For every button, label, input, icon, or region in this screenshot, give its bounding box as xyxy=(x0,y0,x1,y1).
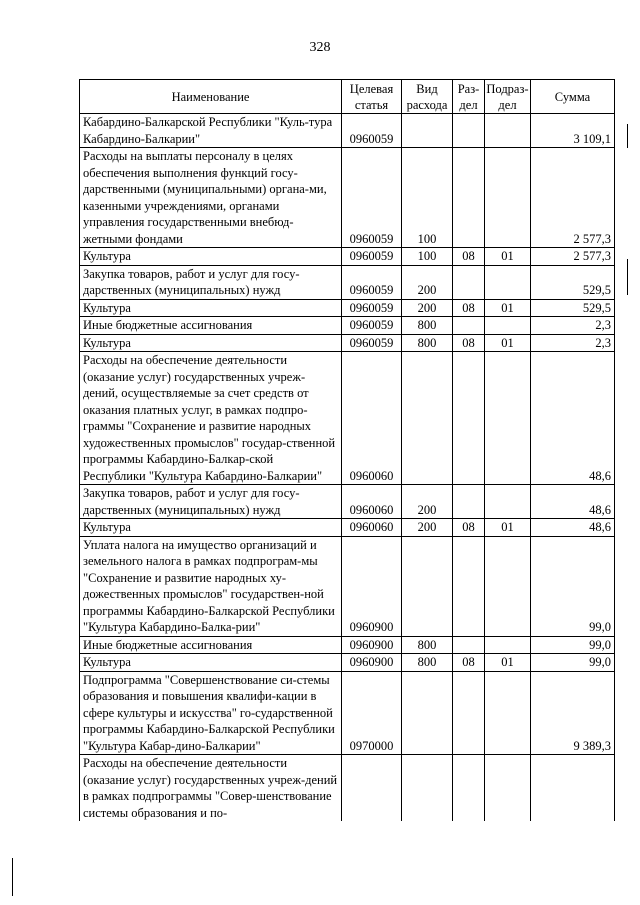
cell-target-article: 0960060 xyxy=(342,519,402,537)
cell-section: 08 xyxy=(453,248,485,266)
cell-subsection xyxy=(485,671,531,755)
scan-edge-line xyxy=(627,259,628,295)
cell-target-article: 0960059 xyxy=(342,148,402,248)
cell-subsection xyxy=(485,265,531,299)
cell-expense-type: 200 xyxy=(402,485,453,519)
table-row xyxy=(80,519,615,537)
cell-target-article: 0960900 xyxy=(342,654,402,672)
cell-name: Кабардино-Балкарской Республики "Куль-тура Кабардино-Балкарии" xyxy=(80,114,342,148)
cell-name: Уплата налога на имущество организаций и земельного налога в рамках подпрограм-мы "Сохранение и развитие народных ху-дожественных промыслов" государствен-ной программы Кабардино-Балкарской Республики "Культура Кабардино-Балка-рии" xyxy=(80,536,342,636)
cell-name: Расходы на обеспечение деятельности (оказание услуг) государственных учреж-дений в рамках подпрограммы "Совер-шенствование системы образования и по- xyxy=(80,755,342,822)
cell-amount: 48,6 xyxy=(531,519,615,537)
table-row xyxy=(80,317,615,335)
cell-name: Иные бюджетные ассигнования xyxy=(80,636,342,654)
budget-table xyxy=(79,79,615,821)
table-row xyxy=(80,248,615,266)
cell-target-article: 0960059 xyxy=(342,334,402,352)
cell-amount: 99,0 xyxy=(531,654,615,672)
cell-amount: 529,5 xyxy=(531,265,615,299)
cell-amount: 3 109,1 xyxy=(531,114,615,148)
cell-section xyxy=(453,265,485,299)
cell-section xyxy=(453,317,485,335)
cell-name: Подпрограмма "Совершенствование си-стемы образования и повышения квалифи-кации в сфере культуры и искусства" го-сударственной программы Кабардино-Балкарской Республики "Культура Кабар-дино-Балкарии" xyxy=(80,671,342,755)
cell-expense-type: 100 xyxy=(402,148,453,248)
cell-section xyxy=(453,352,485,485)
cell-target-article: 0960059 xyxy=(342,299,402,317)
cell-section: 08 xyxy=(453,519,485,537)
table-header-row xyxy=(80,80,615,114)
cell-target-article: 0960060 xyxy=(342,352,402,485)
cell-amount: 2,3 xyxy=(531,334,615,352)
table-row xyxy=(80,265,615,299)
cell-subsection xyxy=(485,755,531,822)
cell-subsection: 01 xyxy=(485,334,531,352)
header-amount: Сумма xyxy=(531,80,615,114)
cell-target-article: 0960060 xyxy=(342,485,402,519)
cell-name: Культура xyxy=(80,519,342,537)
table-row xyxy=(80,654,615,672)
cell-expense-type: 200 xyxy=(402,519,453,537)
table-row xyxy=(80,536,615,636)
cell-amount: 2 577,3 xyxy=(531,148,615,248)
header-subsection: Подраз-дел xyxy=(486,81,529,112)
table-row xyxy=(80,636,615,654)
header-section: Раз-дел xyxy=(453,80,485,114)
table-row xyxy=(80,148,615,248)
cell-name: Культура xyxy=(80,248,342,266)
cell-section xyxy=(453,148,485,248)
table-row xyxy=(80,485,615,519)
cell-name: Закупка товаров, работ и услуг для госу-дарственных (муниципальных) нужд xyxy=(80,485,342,519)
table-row xyxy=(80,755,615,822)
cell-name: Культура xyxy=(80,299,342,317)
cell-target-article: 0960059 xyxy=(342,114,402,148)
scan-edge-line xyxy=(627,124,628,148)
table-row xyxy=(80,352,615,485)
cell-name: Культура xyxy=(80,654,342,672)
cell-amount: 9 389,3 xyxy=(531,671,615,755)
cell-target-article: 0960059 xyxy=(342,317,402,335)
cell-name: Расходы на выплаты персоналу в целях обеспечения выполнения функций госу-дарственными (муниципальными) органа-ми, казенными учреждениями, органами управления государственными внебюд-жетными фондами xyxy=(80,148,342,248)
page-number: 328 xyxy=(309,40,331,55)
cell-section: 08 xyxy=(453,299,485,317)
cell-expense-type: 800 xyxy=(402,636,453,654)
cell-name: Культура xyxy=(80,334,342,352)
cell-subsection xyxy=(485,536,531,636)
cell-expense-type: 800 xyxy=(402,317,453,335)
cell-subsection xyxy=(485,317,531,335)
cell-target-article: 0960900 xyxy=(342,636,402,654)
cell-amount xyxy=(531,755,615,822)
table-row xyxy=(80,671,615,755)
cell-subsection xyxy=(485,114,531,148)
cell-section: 08 xyxy=(453,334,485,352)
cell-target-article: 0970000 xyxy=(342,671,402,755)
cell-amount: 2,3 xyxy=(531,317,615,335)
cell-expense-type xyxy=(402,536,453,636)
cell-expense-type xyxy=(402,755,453,822)
table-row xyxy=(80,114,615,148)
cell-name: Иные бюджетные ассигнования xyxy=(80,317,342,335)
table-row xyxy=(80,299,615,317)
cell-subsection xyxy=(485,485,531,519)
cell-amount: 529,5 xyxy=(531,299,615,317)
cell-name: Закупка товаров, работ и услуг для госу-дарственных (муниципальных) нужд xyxy=(80,265,342,299)
header-expense-type: Вид расхода xyxy=(402,80,453,114)
cell-expense-type xyxy=(402,352,453,485)
cell-section xyxy=(453,536,485,636)
cell-expense-type: 200 xyxy=(402,265,453,299)
header-name: Наименование xyxy=(80,80,342,114)
cell-amount: 2 577,3 xyxy=(531,248,615,266)
cell-section xyxy=(453,114,485,148)
cell-expense-type xyxy=(402,671,453,755)
cell-target-article xyxy=(342,755,402,822)
cell-name: Расходы на обеспечение деятельности (оказание услуг) государственных учреж-дений, осуществляемые за счет средств от оказания платных услуг, в рамках подпро-граммы "Сохранение и развитие народных художественных промыслов" государ-ственной программы Кабардино-Балкар-ской Республики "Культура Кабардино-Балкарии" xyxy=(80,352,342,485)
cell-subsection xyxy=(485,352,531,485)
cell-expense-type: 800 xyxy=(402,334,453,352)
cell-amount: 99,0 xyxy=(531,636,615,654)
scan-edge-line xyxy=(12,858,13,896)
cell-subsection xyxy=(485,636,531,654)
cell-subsection: 01 xyxy=(485,248,531,266)
cell-amount: 48,6 xyxy=(531,485,615,519)
cell-subsection: 01 xyxy=(485,519,531,537)
cell-section xyxy=(453,636,485,654)
cell-expense-type: 200 xyxy=(402,299,453,317)
cell-subsection: 01 xyxy=(485,654,531,672)
cell-expense-type xyxy=(402,114,453,148)
table-row xyxy=(80,334,615,352)
cell-section xyxy=(453,485,485,519)
cell-subsection: 01 xyxy=(485,299,531,317)
cell-expense-type: 800 xyxy=(402,654,453,672)
cell-target-article: 0960900 xyxy=(342,536,402,636)
cell-section: 08 xyxy=(453,654,485,672)
cell-target-article: 0960059 xyxy=(342,248,402,266)
cell-subsection xyxy=(485,148,531,248)
cell-expense-type: 100 xyxy=(402,248,453,266)
cell-amount: 48,6 xyxy=(531,352,615,485)
cell-section xyxy=(453,671,485,755)
cell-section xyxy=(453,755,485,822)
header-target-article: Целевая статья xyxy=(342,80,402,114)
cell-amount: 99,0 xyxy=(531,536,615,636)
cell-target-article: 0960059 xyxy=(342,265,402,299)
